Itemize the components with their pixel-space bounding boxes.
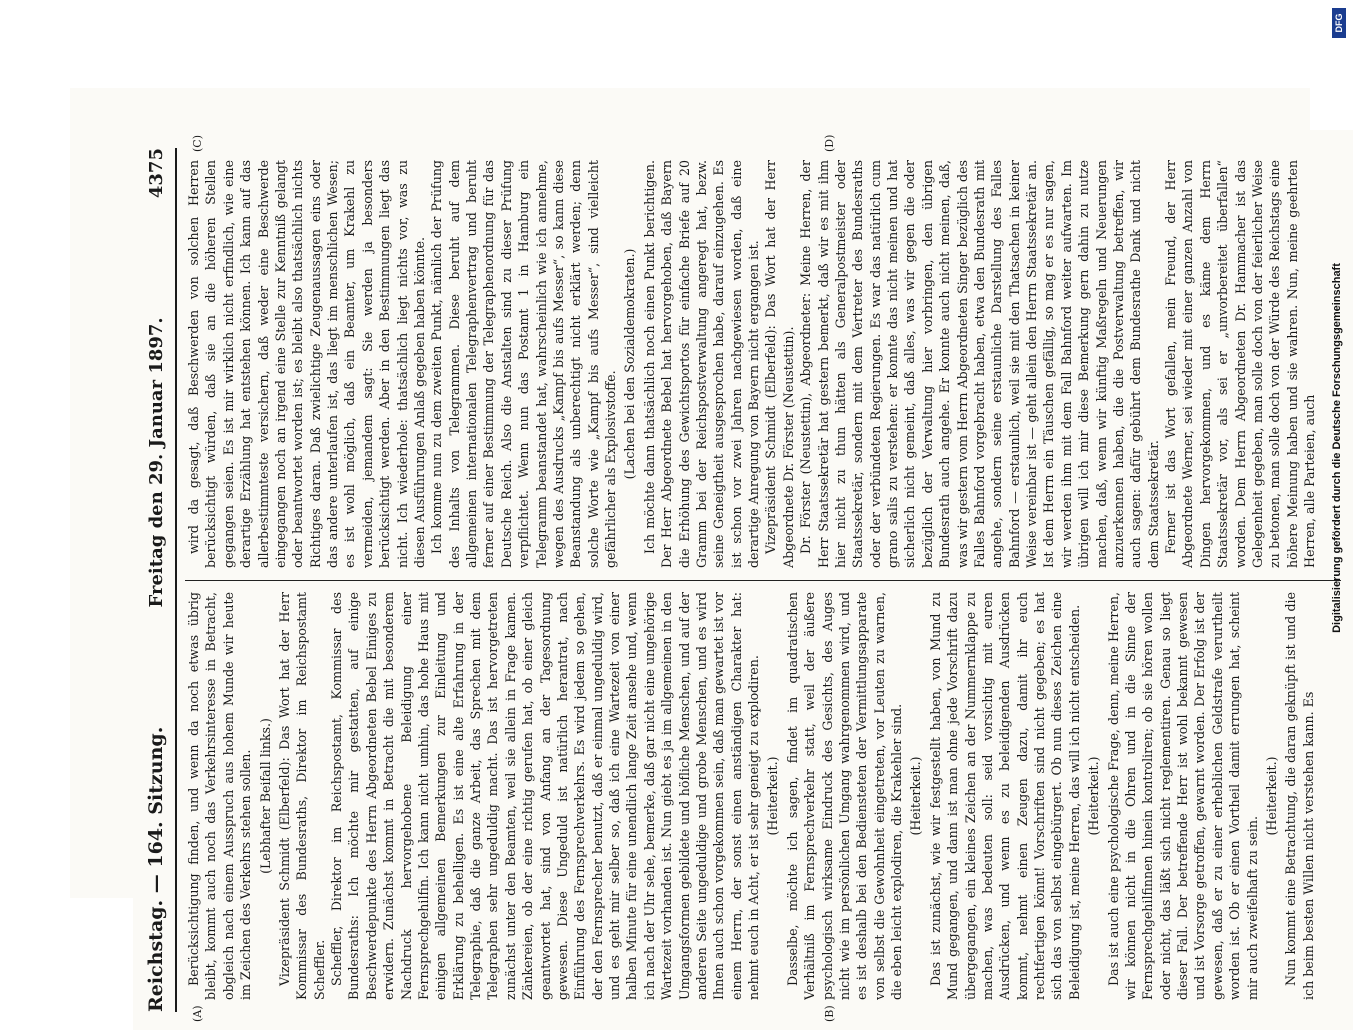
digitization-note [1325,8,1349,888]
dfg-logo: DFG [1332,8,1346,38]
paragraph: wird da gesagt, daß Beschwerden von solchen Herren berücksichtigt würden, daß sie an die höheren Stellen gegangen seien. Es ist mir wirklich nicht erfindlich, wie eine derartige Erzählung hat entstehen können. Ich kann auf das allerbestimmteste versichern, daß weder eine Beschwerde eingegangen noch an irgend eine Stelle zur Kenntniß gelangt oder beantwortet worden ist; es bleibt also thatsächlich nichts Richtiges daran. Daß zwielichtige Zeugenaussagen eins oder das andere unterlaufen ist, das liegt im menschlichen Wesen; es ist wohl möglich, daß ein Beamter, um Krakehl zu vermeiden, jemandem sagt: Sie werden ja besonders berücksichtigt werden. Aber in den Bestimmungen liegt das nicht. Ich wiederhole: thatsächlich liegt nichts vor, was zu diesen Ausführungen Anlaß gegeben haben könnte. [186,160,427,568]
paragraph: Ferner ist das Wort gefallen, mein Freund, der Herr Abgeordnete Werner, sei wieder mit einer ganzen Anzahl von Dingen hervorgekommen, und es käme dem Herrn Staatssekretär vor, als sei er „unvorbereitet überfallen“ worden. Dem Herrn Abgeordneten Dr. Hammacher ist das Gelegenheit gegeben, man solle doch von der feierlicher Weise zu betonen, man solle doch von der Würde des Reichstags eine höhere Meinung haben und sie wahren. Nun, meine geehrten Herren, alle Parteien, auch [1163,160,1317,568]
paragraph: Berücksichtigung finden, und wenn da noch etwas übrig bleibt, kommt auch noch das Verkehrsinteresse in Betracht, obgleich nach einem Ausspruch aus hohem Munde wir heute im Zeichen des Verkehrs stehen sollen. [186,592,254,1000]
interjection: (Lachen bei den Sozialdemokraten.) [622,248,638,480]
paragraph: Das ist zunächst, wie wir festgestellt haben, von Mund zu Mund gegangen, und dann ist man ohne jede Vorschrift dazu übergegangen, ein kleines Zeichen an der Nummernklappe zu machen, was bedeuten soll: seid vorsichtig mit euren Ausdrücken, und wenn es zu beleidigenden Ausdrücken kommt, nehmt einen Zeugen dazu, damit ihr euch rechtfertigen könnt! Vorschriften sind nicht gegeben; es hat sich das von selbst eingebürgert. Ob nun dieses Zeichen eine Beleidigung ist, meine Herren, das will ich nicht entscheiden. [927,592,1082,1000]
right-text-column [185,160,1341,568]
margin-mark-d: (D) [823,134,836,152]
page-scan [70,88,1317,1022]
paragraph: Nun kommt eine Betrachtung, die daran geknüpft ist und die ich beim besten Willen nicht verstehen kann. Es [1283,592,1316,1000]
column-divider [185,580,1341,581]
page-header [145,148,177,1012]
paragraph: Vizepräsident Schmidt (Elberfeld): Das Wort hat der Herr Abgeordnete Dr. Förster (Neustettin). [763,160,796,568]
paragraph: Ich möchte dann thatsächlich noch einen Punkt berichtigen. Der Herr Abgeordnete Bebel hat hervorgehoben, daß Bayern die Erhöhung des Gewichtsportos für einfache Briefe auf 20 Gramm bei der Reichspostverwaltung angeregt hat, bezw. seine Geneigtheit ausgesprochen habe, darauf einzugehen. Es ist schon vor zwei Jahren nachgewiesen worden, daß eine derartige Anregung von Bayern nicht ergangen ist. [641,160,761,568]
left-text-column [185,592,1341,1000]
interjection: (Heiterkeit.) [908,756,924,836]
paragraph: Dasselbe, möchte ich sagen, findet im quadratischen Verhältniß im Fernsprechverkehr statt, weil der äußere psychologisch wirksame Eindruck des Gesichts, des Auges nicht wie im persönlichen Umgang wahrgenommen wird, und es ist deshalb bei den Bediensteten der Vermittlungsapparate von selbst die Gewohnheit eingetreten, vor Leuten zu warnen, die eben leicht explodiren, die Krakehler sind. [784,592,904,1000]
paragraph: Dr. Förster (Neustettin), Abgeordneter: Meine Herren, der Herr Staatssekretär hat gestern bemerkt, daß wir es mit ihm hier nicht zu thun hätten als Generalpostmeister oder Staatssekretär, sondern mit dem Vertreter des Bundesraths oder der verbündeten Regierungen. Es war das natürlich cum grano salis zu verstehen: er konnte das nicht meinen und hat sicherlich nicht gemeint, daß alles, was wir gegen die oder bezüglich der Verwaltung hier vorbringen, den übrigen Bundesrath auch angehe. Er konnte auch nicht meinen, daß, was wir gestern vom Herrn Abgeordneten Singer bezüglich des Falles Bahnford vorgebracht haben, etwa den Bundesrath mit angehe, sondern seine erstaunliche Darstellung des Falles Bahnford — erstaunlich, weil sie mit den Thatsachen in keiner Weise vereinbar ist — geht allein den Herrn Staatssekretär an. Ist dem Herrn ein Täuschen gefällig, so mag er es nur sagen, wir werden ihm mit dem Fall Bahnford weiter aufwarten. Im übrigen will ich mir diese Bemerkung gern dahin zu nutze machen, daß, wenn wir künftig Maßregeln und Neuerungen anzuerkennen haben, die die Postverwaltung betreffen, wir auch sagen: dafür gebührt dem Bundesrathe Dank und nicht dem Staatssekretär. [798,160,1161,568]
header-left: Reichstag. — 164. Sitzung. [145,726,167,1012]
interjection: (Heiterkeit.) [1263,756,1279,836]
digitization-note-text: Digitalisierung gefördert durch die Deutsche Forschungsgemeinschaft [1331,263,1343,633]
interjection: (Heiterkeit.) [765,756,781,836]
page-number: 4375 [146,148,167,199]
margin-mark-a: (A) [191,1005,204,1022]
paragraph: Ich komme nun zu dem zweiten Punkt, nämlich der Prüfung des Inhalts von Telegrammen. Diese beruht auf dem allgemeinen internationalen Telegraphenvertrag und beruht ferner auf einer Bestimmung der Telegraphenordnung für das Deutsche Reich. Also die Anstalten sind zu dieser Prüfung verpflichtet. Wenn nun das Postamt 1 in Hamburg ein Telegramm beanstandet hat, wahrscheinlich wie ich annehme, wegen des Ausdrucks „Kampf bis aufs Messer“, so kann diese Beanstandung als unberechtigt nicht erklärt werden; denn solche Worte wie „Kampf bis aufs Messer“, sind vielleicht gefährlicher als Explosivstoffe. [429,160,618,568]
rotated-page [133,130,1353,1030]
header-center: Freitag den 29. Januar 1897. [146,317,167,608]
paragraph: Das ist auch eine psychologische Frage, denn, meine Herren, wir können nicht in die Ohren und in die Sinne der Fernsprechgehilfinnen hinein kontroliren; ob sie hören wollen oder nicht, das läßt sich nicht reglementiren. Genau so liegt dieser Fall. Der betreffende Herr ist wohl bekannt gewesen und ist Vorsorge getroffen, gewarnt worden. Der Erfolg ist der gewesen, daß er zu einer erheblichen Geldstrafe verurtheilt worden ist. Ob er einen Vortheil damit errungen hat, scheint mir auch zweifelhaft zu sein. [1105,592,1260,1000]
interjection: (Lebhafter Beifall links.) [257,718,273,874]
margin-mark-b: (B) [823,1005,836,1022]
interjection: (Heiterkeit.) [1086,756,1102,836]
margin-mark-c: (C) [191,135,204,152]
paragraph: Scheffler, Direktor im Reichspostamt, Kommissar des Bundesraths: Ich möchte mir gestatten, auf einige Beschwerdepunkte des Herrn Abgeordneten Bebel Einiges zu erwidern. Zunächst kommt in Betracht die mit besonderem Nachdruck hervorgehobene Beleidigung einer Fernsprechgehilfin. Ich kann nicht umhin, das hohe Haus mit einigen allgemeinen Bemerkungen zur Einleitung und Erklärung zu behelligen. Es ist eine alte Erfahrung in der Telegraphie, daß die ganze Arbeit, das Sprechen mit dem Telegraphen sehr ungeduldig macht. Das ist hervorgetreten zunächst unter den Beamten, weil sie allein in Frage kamen. Zänkereien, ob der eine richtig gerufen hat, ob einer gleich geantwortet hat, sind von Anfang an der Tagesordnung gewesen. Diese Ungeduld ist natürlich herantrat, nach Einführung des Fernsprechverkehrs. Es wird jedem so gehen, der den Fernsprecher benutzt, daß er einmal ungeduldig wird, und es geht mir selber so, daß ich eine Wartezeit von einer halben Minute für eine unendlich lange Zeit ansehe und, wenn ich nach der Uhr sehe, bemerke, daß gar nicht eine ungehörige Wartezeit vorhanden ist. Nun giebt es ja im allgemeinen in den Umgangsformen gebildete und höfliche Menschen, und auf der anderen Seite ungeduldige und grobe Menschen, und es wird Ihnen auch schon vorgekommen sein, daß man gewartet ist vor einem Herrn, der sonst einen anständigen Charakter hat: nehmt euch in Acht, er ist sehr geneigt zu explodiren. [329,592,761,1000]
paragraph: Vizepräsident Schmidt (Elberfeld): Das Wort hat der Herr Kommissar des Bundesraths, Direktor im Reichspostamt Scheffler. [276,592,327,1000]
